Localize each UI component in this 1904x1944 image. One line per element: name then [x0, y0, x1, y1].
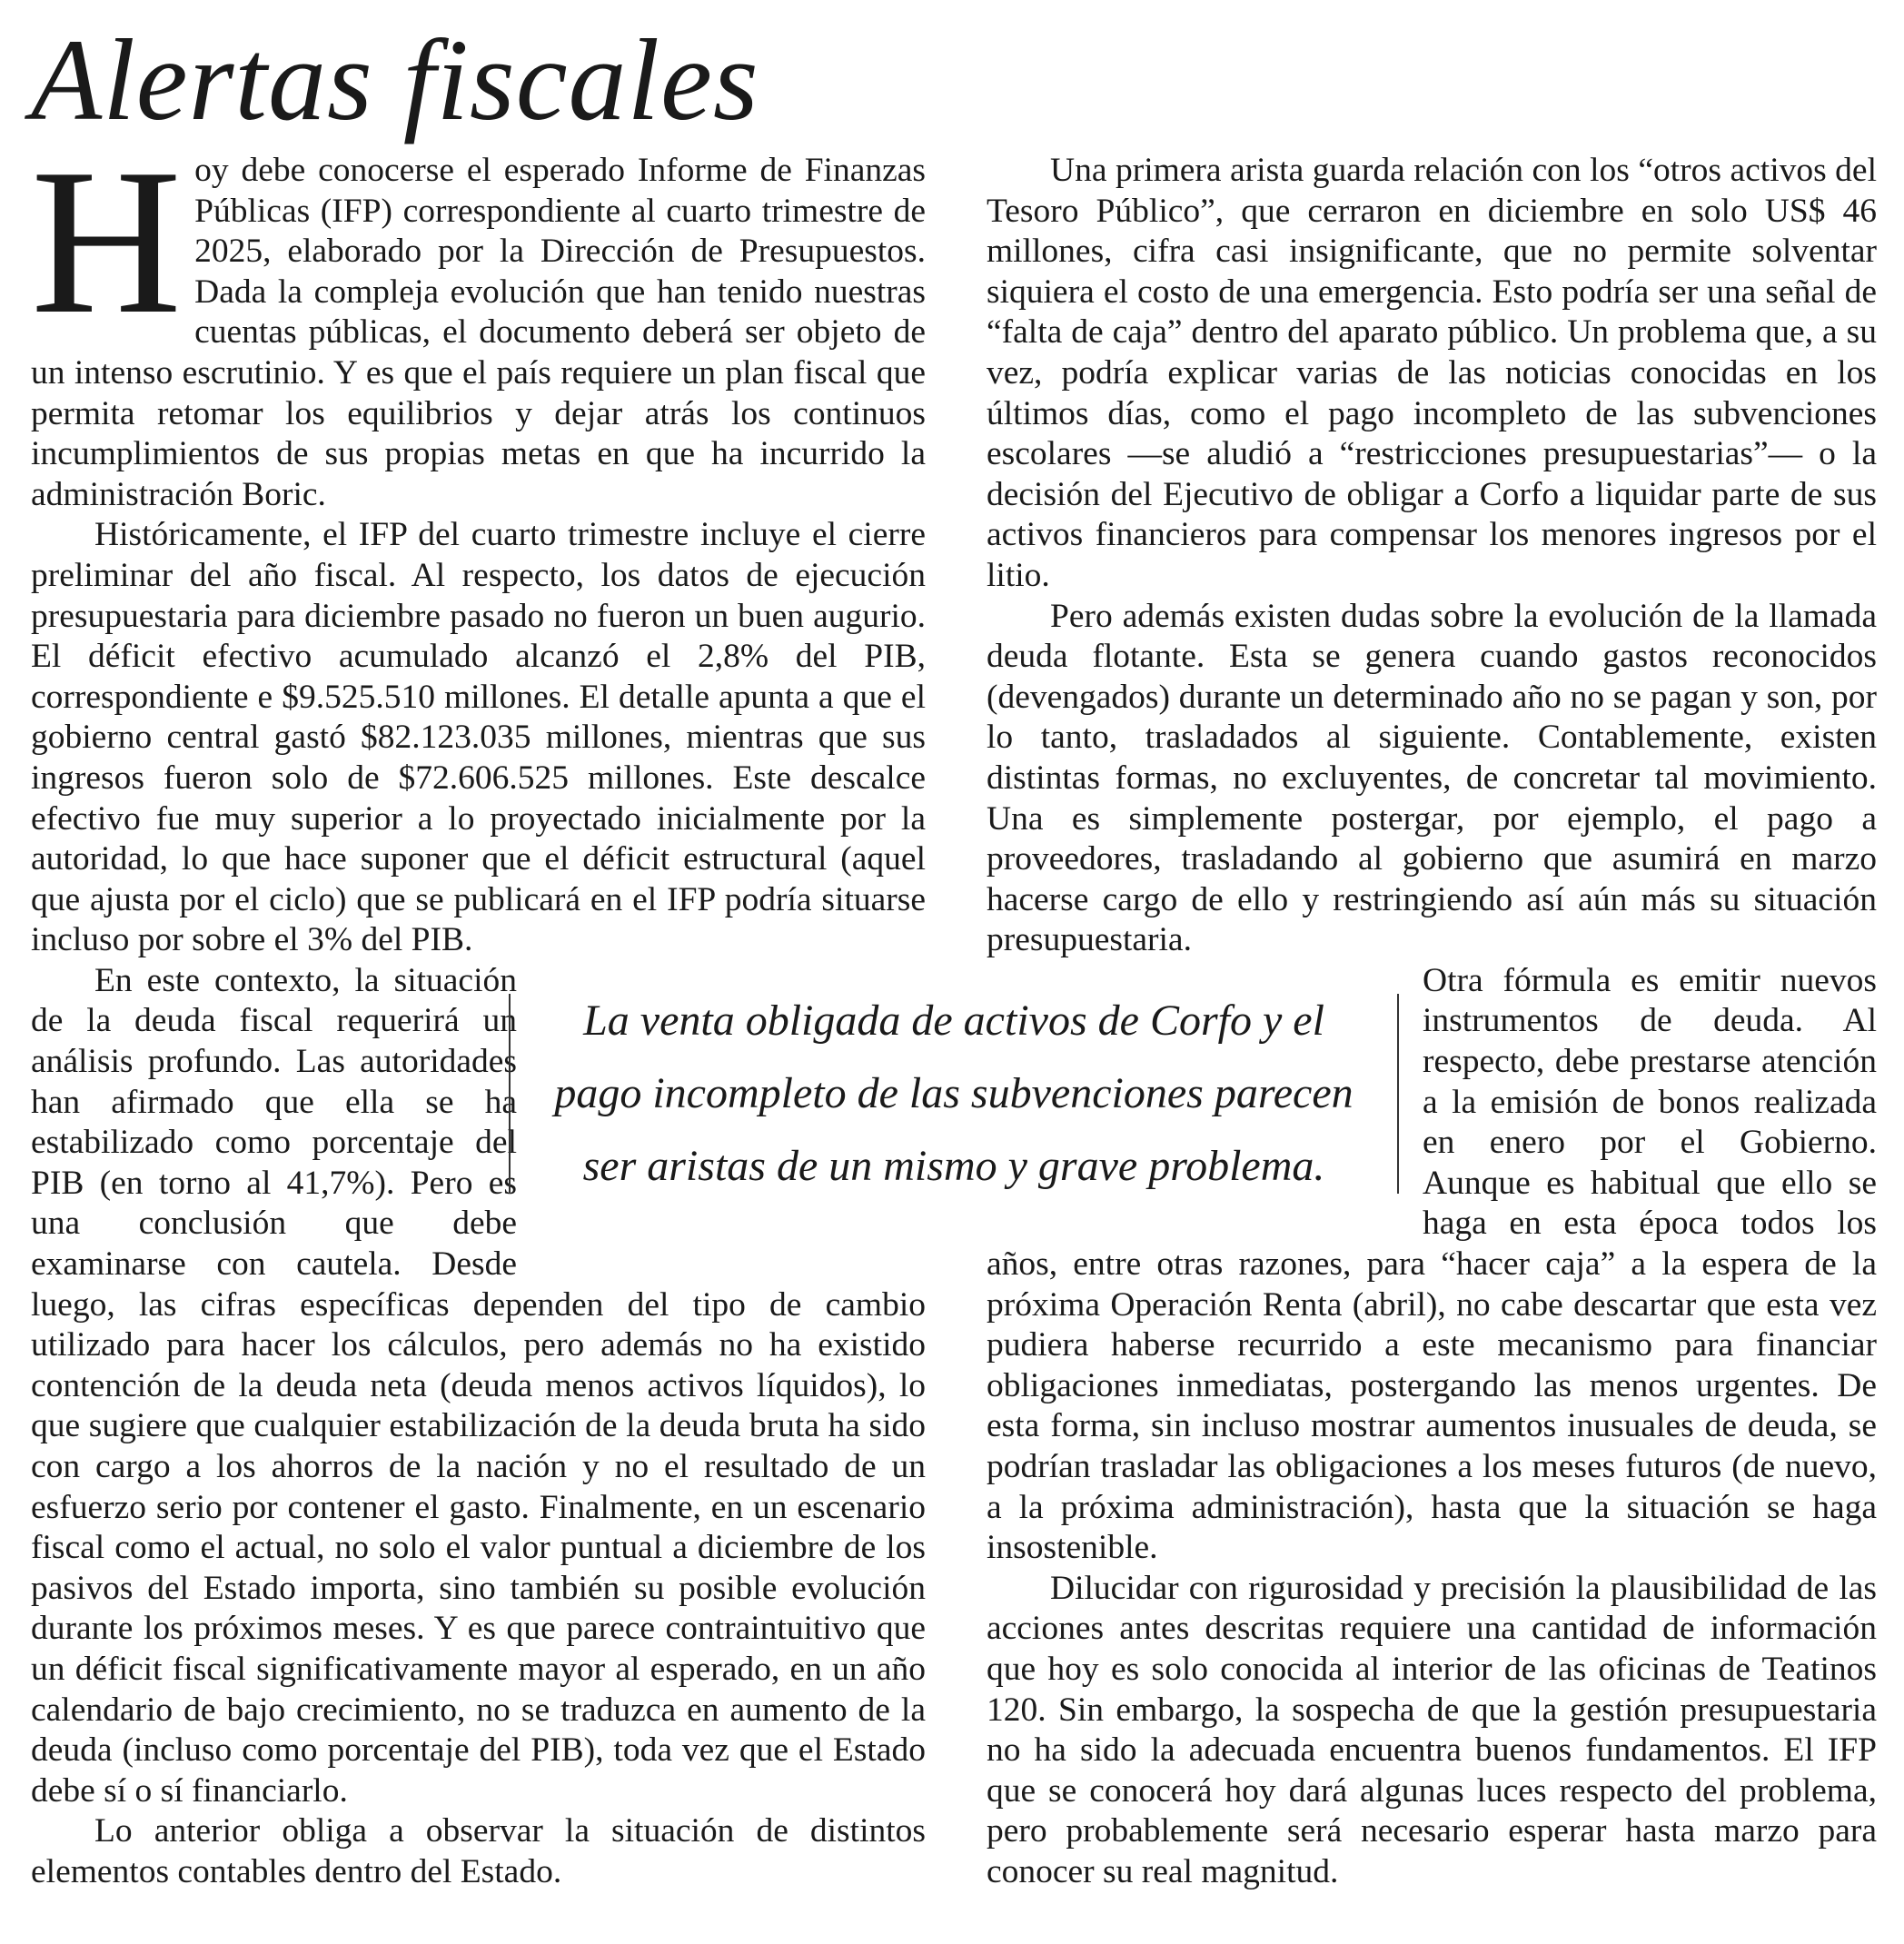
headline: Alertas fiscales	[31, 15, 759, 144]
paragraph-floating-debt: Pero además existen dudas sobre la evolución de la llamada deuda flotante. Esta se genera cuando gastos reconocidos (devengados) durante un determinado año no se pagan y son, por lo tanto, trasladados al siguiente. Contablemente, existen distintas formas, no excluyentes, de concretar tal movimiento. Una es simplemente postergar, por ejemplo, el pago a proveedores, trasladando al gobierno que asumirá en marzo hacerse cargo de ello y restringiendo así aún más su situación presupuestaria.	[987, 597, 1877, 959]
pull-quote	[509, 994, 1399, 1194]
bonds-text: Otra fórmula es emitir nuevos instrumentos de deuda. Al respecto, debe prestarse atención a la emisión de bonos realizada en enero por el Gobierno. Aunque es habitual que ello se haga en esta época todos los años, entre otras razones, para “hacer caja” a la espera de la próxima Operación Renta (abril), no cabe descartar que esta vez pudiera haberse recurrido a este mecanismo para financiar obligaciones inmediatas, postergando las menos urgentes. De esta forma, sin incluso mostrar aumentos inusuales de deuda, se podrían trasladar las obligaciones a los meses futuros (de nuevo, a la próxima administración), hasta que la situación se haga insostenible.	[987, 961, 1877, 1567]
paragraph-treasury: Una primera arista guarda relación con los “otros activos del Tesoro Público”, que cerraron en diciembre en solo US$ 46 millones, cifra casi insignificante, que no permite solventar siquiera el costo de una emergencia. Esto podría ser una señal de “falta de caja” dentro del aparato público. Un problema que, a su vez, podría explicar varias de las noticias conocidas en los últimos días, como el pago incompleto de las subvenciones escolares —se aludió a “restricciones presupuestarias”— o la decisión del Ejecutivo de obligar a Corfo a liquidar parte de sus activos financieros para compensar los menores ingresos por el litio.	[987, 152, 1877, 594]
pull-quote-text: La venta obligada de activos de Corfo y el pago incompleto de las subvenciones parecen ser aristas de un mismo y grave problema.	[554, 997, 1354, 1190]
intro-text: oy debe conocerse el esperado Informe de Finanzas Públicas (IFP) correspondiente al cuarto trimestre de 2025, elaborado por la Dirección de Presupuestos. Dada la compleja evolución que han tenido nuestras cuentas públicas, el documento deberá ser objeto de un intenso escrutinio. Y es que el país requiere un plan fiscal que permita retomar los equilibrios y dejar atrás los continuos incumplimientos de sus propias metas en que ha incurrido la administración Boric.	[31, 152, 926, 513]
drop-cap: H	[31, 125, 183, 357]
paragraph-conclusion: Dilucidar con rigurosidad y precisión la plausibilidad de las acciones antes descritas requiere una cantidad de información que hoy es solo conocida al interior de las oficinas de Teatinos 120. Sin embargo, la sospecha de que la gestión presupuestaria no ha sido la adecuada encuentra buenos fundamentos. El IFP que se conocerá hoy dará algunas luces respecto del problema, pero probablemente será necesario esperar hasta marzo para conocer su real magnitud.	[987, 1569, 1877, 1890]
paragraph-intro	[31, 125, 926, 515]
debt-text: En este contexto, la situación de la deuda fiscal requerirá un análisis profundo. Las autoridades han afirmado que ella se ha estabilizado como porcentaje del PIB (en torno al 41,7%). Pero es una conclusión que debe examinarse con cautela. Desde luego, las cifras específicas dependen del tipo de cambio utilizado para hacer los cálculos, pero además no ha existido contención de la deuda neta (deuda menos activos líquidos), lo que sugiere que cualquier estabilización de la deuda bruta ha sido con cargo a los ahorros de la nación y no el resultado de un esfuerzo serio por contener el gasto. Finalmente, en un escenario fiscal como el actual, no solo el valor puntual a diciembre de los pasivos del Estado importa, sino también su posible evolución durante los próximos meses. Y es que parece contraintuitivo que un déficit fiscal significativamente mayor al esperado, en un año calendario de bajo crecimiento, no se traduzca en aumento de la deuda (incluso como porcentaje del PIB), toda vez que el Estado debe sí o sí financiarlo.	[31, 961, 926, 1810]
paragraph-deficit: Históricamente, el IFP del cuarto trimestre incluye el cierre preliminar del año fiscal. Al respecto, los datos de ejecución presupuestaria para diciembre pasado no fueron un buen augurio. El déficit efectivo acumulado alcanzó el 2,8% del PIB, correspondiente e $9.525.510 millones. El detalle apunta a que el gobierno central gastó $82.123.035 millones, mientras que sus ingresos fueron solo de $72.606.525 millones. Este descalce efectivo fue muy superior a lo proyectado inicialmente por la autoridad, lo que hace suponer que el déficit estructural (aquel que ajusta por el ciclo) que se publicará en el IFP podría situarse incluso por sobre el 3% del PIB.	[31, 516, 926, 959]
paragraph-accounting: Lo anterior obliga a observar la situación de distintos elementos contables dentro del Estado.	[31, 1812, 926, 1890]
